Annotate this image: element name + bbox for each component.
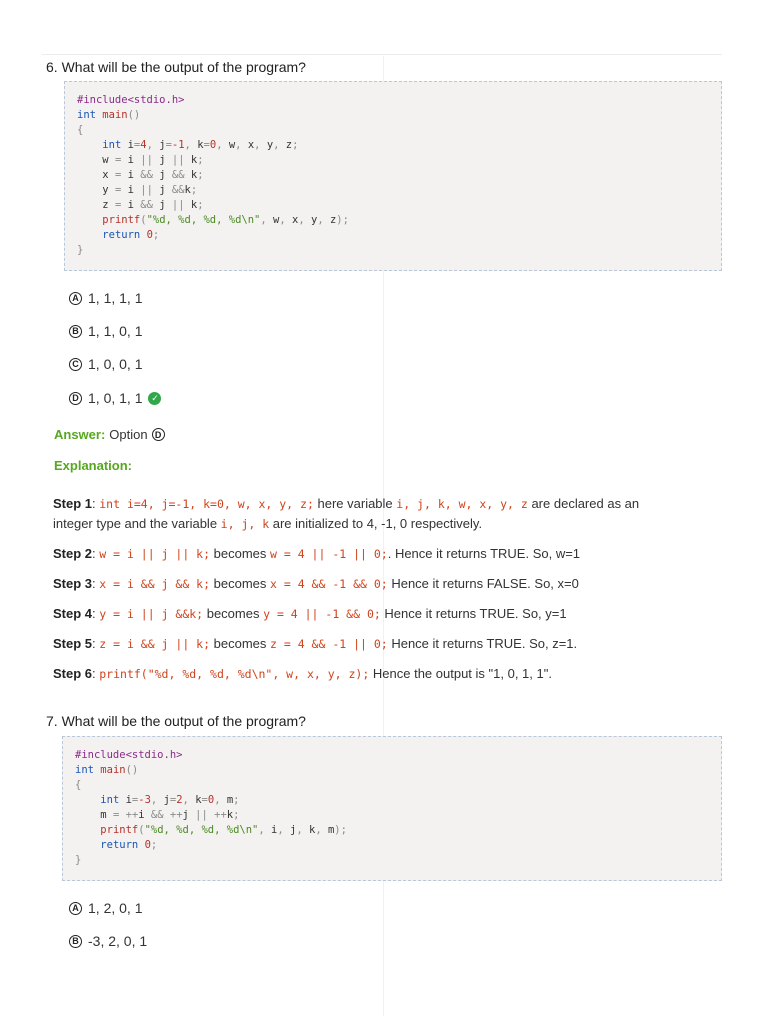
option-text: 1, 0, 1, 1 bbox=[88, 390, 143, 406]
option-text: 1, 0, 0, 1 bbox=[88, 356, 143, 372]
code-token: j bbox=[163, 794, 170, 806]
answer-line bbox=[54, 427, 171, 442]
code-token: z bbox=[285, 139, 293, 151]
answer-letter-badge: D bbox=[152, 428, 165, 441]
code-token: 0 bbox=[207, 794, 215, 806]
inline-code: int i=4, j=-1, k=0, w, x, y, z; bbox=[99, 497, 314, 511]
explanation-step-6 bbox=[53, 664, 552, 684]
code-line bbox=[75, 853, 709, 868]
step-label: Step 6 bbox=[53, 666, 93, 681]
code-block-q7 bbox=[62, 736, 722, 881]
option-letter-badge: C bbox=[69, 358, 82, 371]
code-token: z bbox=[102, 199, 115, 211]
code-token: i bbox=[121, 139, 134, 151]
step-text: : bbox=[92, 576, 100, 591]
code-token: , bbox=[146, 139, 160, 151]
code-token: , bbox=[182, 794, 196, 806]
code-token: "%d, %d, %d, %d\n" bbox=[144, 824, 259, 836]
code-token: , bbox=[254, 139, 267, 151]
code-line bbox=[77, 213, 709, 228]
code-indent bbox=[77, 199, 102, 211]
inline-code: y = 4 || -1 && 0; bbox=[263, 607, 381, 621]
step-label: Step 3 bbox=[53, 576, 93, 591]
step-text: becomes bbox=[210, 576, 271, 591]
step-text: : bbox=[92, 496, 100, 511]
code-token: ); bbox=[336, 214, 349, 226]
code-token: k bbox=[195, 794, 202, 806]
code-token: , bbox=[277, 824, 290, 836]
code-token: -3 bbox=[138, 794, 151, 806]
code-token: k bbox=[190, 199, 198, 211]
code-token: } bbox=[75, 854, 82, 866]
step-line bbox=[53, 544, 580, 564]
step-text: becomes bbox=[210, 636, 271, 651]
code-token: || bbox=[140, 184, 160, 196]
code-token: ( bbox=[140, 214, 147, 226]
code-token: , bbox=[216, 139, 229, 151]
code-token: j bbox=[182, 809, 196, 821]
code-token: j bbox=[290, 824, 297, 836]
code-line bbox=[75, 748, 709, 763]
code-indent bbox=[75, 824, 100, 836]
code-token: ; bbox=[197, 154, 204, 166]
code-token: w bbox=[273, 214, 280, 226]
code-token: k bbox=[308, 824, 316, 836]
code-token: , bbox=[258, 824, 272, 836]
code-token: 0 bbox=[144, 839, 151, 851]
code-token: && bbox=[171, 169, 191, 181]
code-token: main bbox=[100, 764, 126, 776]
code-token: k bbox=[190, 154, 198, 166]
option-letter-badge: A bbox=[69, 902, 82, 915]
code-token: 4 bbox=[140, 139, 147, 151]
code-token: = bbox=[131, 794, 139, 806]
code-indent bbox=[77, 154, 102, 166]
option-letter-badge: B bbox=[69, 325, 82, 338]
question-7-title: 7. What will be the output of the program? bbox=[46, 713, 306, 729]
code-line bbox=[75, 763, 709, 778]
code-token: = bbox=[201, 794, 208, 806]
code-indent bbox=[77, 139, 102, 151]
code-indent bbox=[77, 229, 102, 241]
code-token: i bbox=[271, 824, 278, 836]
step-text: becomes bbox=[203, 606, 264, 621]
code-token: int bbox=[77, 109, 96, 121]
code-token: 0 bbox=[209, 139, 217, 151]
code-token: x bbox=[247, 139, 255, 151]
step-text: : bbox=[92, 666, 100, 681]
code-token: = bbox=[133, 139, 141, 151]
code-token: = bbox=[114, 154, 128, 166]
code-token: i bbox=[127, 184, 141, 196]
step-text: : bbox=[92, 636, 100, 651]
code-line bbox=[77, 243, 709, 258]
code-token: x bbox=[102, 169, 115, 181]
code-token: m bbox=[226, 794, 234, 806]
step-label: Step 5 bbox=[53, 636, 93, 651]
code-token: , bbox=[315, 824, 328, 836]
code-line bbox=[77, 138, 709, 153]
code-line bbox=[77, 153, 709, 168]
option-a-q7[interactable] bbox=[69, 900, 142, 916]
answer-text: Option bbox=[109, 427, 148, 442]
code-token: = bbox=[114, 169, 128, 181]
code-token: = bbox=[114, 184, 128, 196]
inline-code: i, j, k, w, x, y, z bbox=[396, 497, 528, 511]
step-text: Hence it returns FALSE. So, x=0 bbox=[387, 576, 579, 591]
code-token: && bbox=[171, 184, 185, 196]
code-token: i bbox=[138, 809, 151, 821]
code-token: k bbox=[226, 809, 234, 821]
code-line bbox=[75, 778, 709, 793]
code-token: , bbox=[317, 214, 330, 226]
code-line bbox=[77, 123, 709, 138]
code-token: || bbox=[171, 199, 191, 211]
code-token: int bbox=[75, 764, 94, 776]
code-line bbox=[77, 183, 709, 198]
step-text: are declared as an bbox=[527, 496, 640, 511]
code-token: -1 bbox=[171, 139, 185, 151]
option-letter-badge: A bbox=[69, 292, 82, 305]
code-token: return bbox=[100, 839, 139, 851]
code-token: } bbox=[77, 244, 84, 256]
code-token: 0 bbox=[146, 229, 153, 241]
code-token: ; bbox=[197, 169, 204, 181]
code-token: , bbox=[150, 794, 164, 806]
code-line bbox=[77, 198, 709, 213]
code-token: x bbox=[292, 214, 299, 226]
step-line bbox=[53, 664, 552, 684]
explanation-step-1 bbox=[53, 494, 639, 534]
code-line bbox=[75, 823, 709, 838]
code-token: = bbox=[114, 199, 128, 211]
code-block-q6 bbox=[64, 81, 722, 271]
code-token: j bbox=[159, 154, 172, 166]
code-indent bbox=[77, 214, 102, 226]
code-token: = ++ bbox=[112, 809, 139, 821]
code-token: k bbox=[184, 184, 191, 196]
step-text: here variable bbox=[313, 496, 397, 511]
code-token: int bbox=[102, 139, 122, 151]
code-token: ; bbox=[233, 809, 240, 821]
step-label: Step 4 bbox=[53, 606, 93, 621]
answer-label: Answer: bbox=[54, 427, 106, 442]
option-text: -3, 2, 0, 1 bbox=[88, 933, 148, 949]
code-line bbox=[75, 808, 709, 823]
code-indent bbox=[75, 794, 100, 806]
code-token: z bbox=[329, 214, 337, 226]
step-text: : bbox=[92, 546, 100, 561]
inline-code: z = 4 && -1 || 0; bbox=[270, 637, 388, 651]
code-token: || bbox=[171, 154, 191, 166]
code-token: m bbox=[327, 824, 335, 836]
inline-code: x = i && j && k; bbox=[99, 577, 211, 591]
code-line bbox=[77, 93, 709, 108]
code-token: k bbox=[197, 139, 204, 151]
step-line bbox=[53, 604, 567, 624]
code-token: j bbox=[159, 169, 172, 181]
code-token: printf bbox=[100, 824, 139, 836]
inline-code: i, j, k bbox=[220, 517, 270, 531]
code-token: i bbox=[127, 169, 141, 181]
code-token: = bbox=[203, 139, 210, 151]
code-token: m bbox=[100, 809, 113, 821]
code-token: i bbox=[119, 794, 132, 806]
explanation-label: Explanation: bbox=[54, 458, 133, 473]
code-indent bbox=[77, 184, 102, 196]
step-line bbox=[53, 634, 577, 654]
inline-code: w = i || j || k; bbox=[99, 547, 211, 561]
step-label: Step 2 bbox=[53, 546, 93, 561]
code-token: k bbox=[190, 169, 198, 181]
code-token: && bbox=[140, 169, 160, 181]
check-circle-icon: ✓ bbox=[148, 392, 161, 405]
code-token: y bbox=[266, 139, 274, 151]
step-text: Hence it returns TRUE. So, z=1. bbox=[387, 636, 578, 651]
code-token: #include<stdio.h> bbox=[75, 749, 183, 761]
step-line bbox=[53, 574, 579, 594]
code-token: i bbox=[127, 199, 141, 211]
code-token: || bbox=[140, 154, 160, 166]
code-token: = bbox=[169, 794, 177, 806]
step-line bbox=[53, 514, 639, 534]
code-token: main bbox=[102, 109, 128, 121]
option-d-q6[interactable] bbox=[69, 390, 161, 406]
code-token: w bbox=[228, 139, 236, 151]
option-c-q6[interactable] bbox=[69, 356, 142, 372]
code-token: ; bbox=[233, 794, 240, 806]
code-token: ); bbox=[334, 824, 347, 836]
inline-code: w = 4 || -1 || 0; bbox=[270, 547, 388, 561]
code-line bbox=[77, 228, 709, 243]
code-token: j bbox=[159, 199, 172, 211]
code-token: () bbox=[125, 764, 139, 776]
step-text: Hence it returns TRUE. So, y=1 bbox=[380, 606, 567, 621]
option-text: 1, 1, 0, 1 bbox=[88, 323, 143, 339]
option-b-q7[interactable] bbox=[69, 933, 147, 949]
step-text: Hence the output is "1, 0, 1, 1". bbox=[369, 666, 552, 681]
code-token: int bbox=[100, 794, 120, 806]
step-label: Step 1 bbox=[53, 496, 93, 511]
code-token: { bbox=[75, 779, 82, 791]
inline-code: y = i || j &&k; bbox=[99, 607, 204, 621]
code-indent bbox=[75, 809, 100, 821]
code-token: , bbox=[298, 214, 311, 226]
explanation-step-5 bbox=[53, 634, 577, 654]
code-token: () bbox=[127, 109, 141, 121]
page-divider bbox=[42, 54, 722, 55]
code-token: , bbox=[235, 139, 248, 151]
code-token: , bbox=[279, 214, 292, 226]
code-token: ; bbox=[190, 184, 198, 196]
inline-code: x = 4 && -1 && 0; bbox=[270, 577, 388, 591]
step-text: integer type and the variable bbox=[53, 516, 221, 531]
code-token: , bbox=[214, 794, 227, 806]
code-line bbox=[75, 838, 709, 853]
step-text: : bbox=[92, 606, 100, 621]
option-text: 1, 2, 0, 1 bbox=[88, 900, 143, 916]
code-token: j bbox=[159, 139, 166, 151]
code-token: , bbox=[273, 139, 286, 151]
code-token: ; bbox=[292, 139, 299, 151]
code-indent bbox=[75, 839, 100, 851]
code-token: printf bbox=[102, 214, 141, 226]
option-b-q6[interactable] bbox=[69, 323, 142, 339]
inline-code: z = i && j || k; bbox=[99, 637, 211, 651]
code-token: y bbox=[310, 214, 318, 226]
code-token: 2 bbox=[176, 794, 183, 806]
code-token: i bbox=[127, 154, 141, 166]
step-text: . Hence it returns TRUE. So, w=1 bbox=[387, 546, 581, 561]
explanation-step-4 bbox=[53, 604, 567, 624]
code-token: || ++ bbox=[195, 809, 227, 821]
code-token: , bbox=[184, 139, 198, 151]
code-token: w bbox=[102, 154, 115, 166]
code-token: ( bbox=[138, 824, 145, 836]
code-line bbox=[77, 108, 709, 123]
code-indent bbox=[77, 169, 102, 181]
step-line bbox=[53, 494, 639, 514]
code-token: , bbox=[296, 824, 309, 836]
code-token: j bbox=[159, 184, 172, 196]
code-line bbox=[75, 793, 709, 808]
code-token: return bbox=[102, 229, 141, 241]
inline-code: printf("%d, %d, %d, %d\n", w, x, y, z); bbox=[99, 667, 370, 681]
code-token: , bbox=[260, 214, 274, 226]
explanation-step-3 bbox=[53, 574, 579, 594]
step-text: are initialized to 4, -1, 0 respectively. bbox=[269, 516, 483, 531]
code-token: { bbox=[77, 124, 84, 136]
code-token: ; bbox=[152, 229, 160, 241]
code-line bbox=[77, 168, 709, 183]
option-a-q6[interactable] bbox=[69, 290, 142, 306]
option-letter-badge: B bbox=[69, 935, 82, 948]
option-letter-badge: D bbox=[69, 392, 82, 405]
code-token: ; bbox=[197, 199, 204, 211]
code-token: ; bbox=[150, 839, 158, 851]
explanation-step-2 bbox=[53, 544, 580, 564]
question-6-title: 6. What will be the output of the program? bbox=[46, 59, 306, 75]
step-text: becomes bbox=[210, 546, 271, 561]
code-token: && ++ bbox=[150, 809, 183, 821]
code-token: y bbox=[102, 184, 115, 196]
option-text: 1, 1, 1, 1 bbox=[88, 290, 143, 306]
code-token: = bbox=[165, 139, 172, 151]
code-token: #include<stdio.h> bbox=[77, 94, 185, 106]
code-token: && bbox=[140, 199, 160, 211]
code-token: "%d, %d, %d, %d\n" bbox=[146, 214, 261, 226]
